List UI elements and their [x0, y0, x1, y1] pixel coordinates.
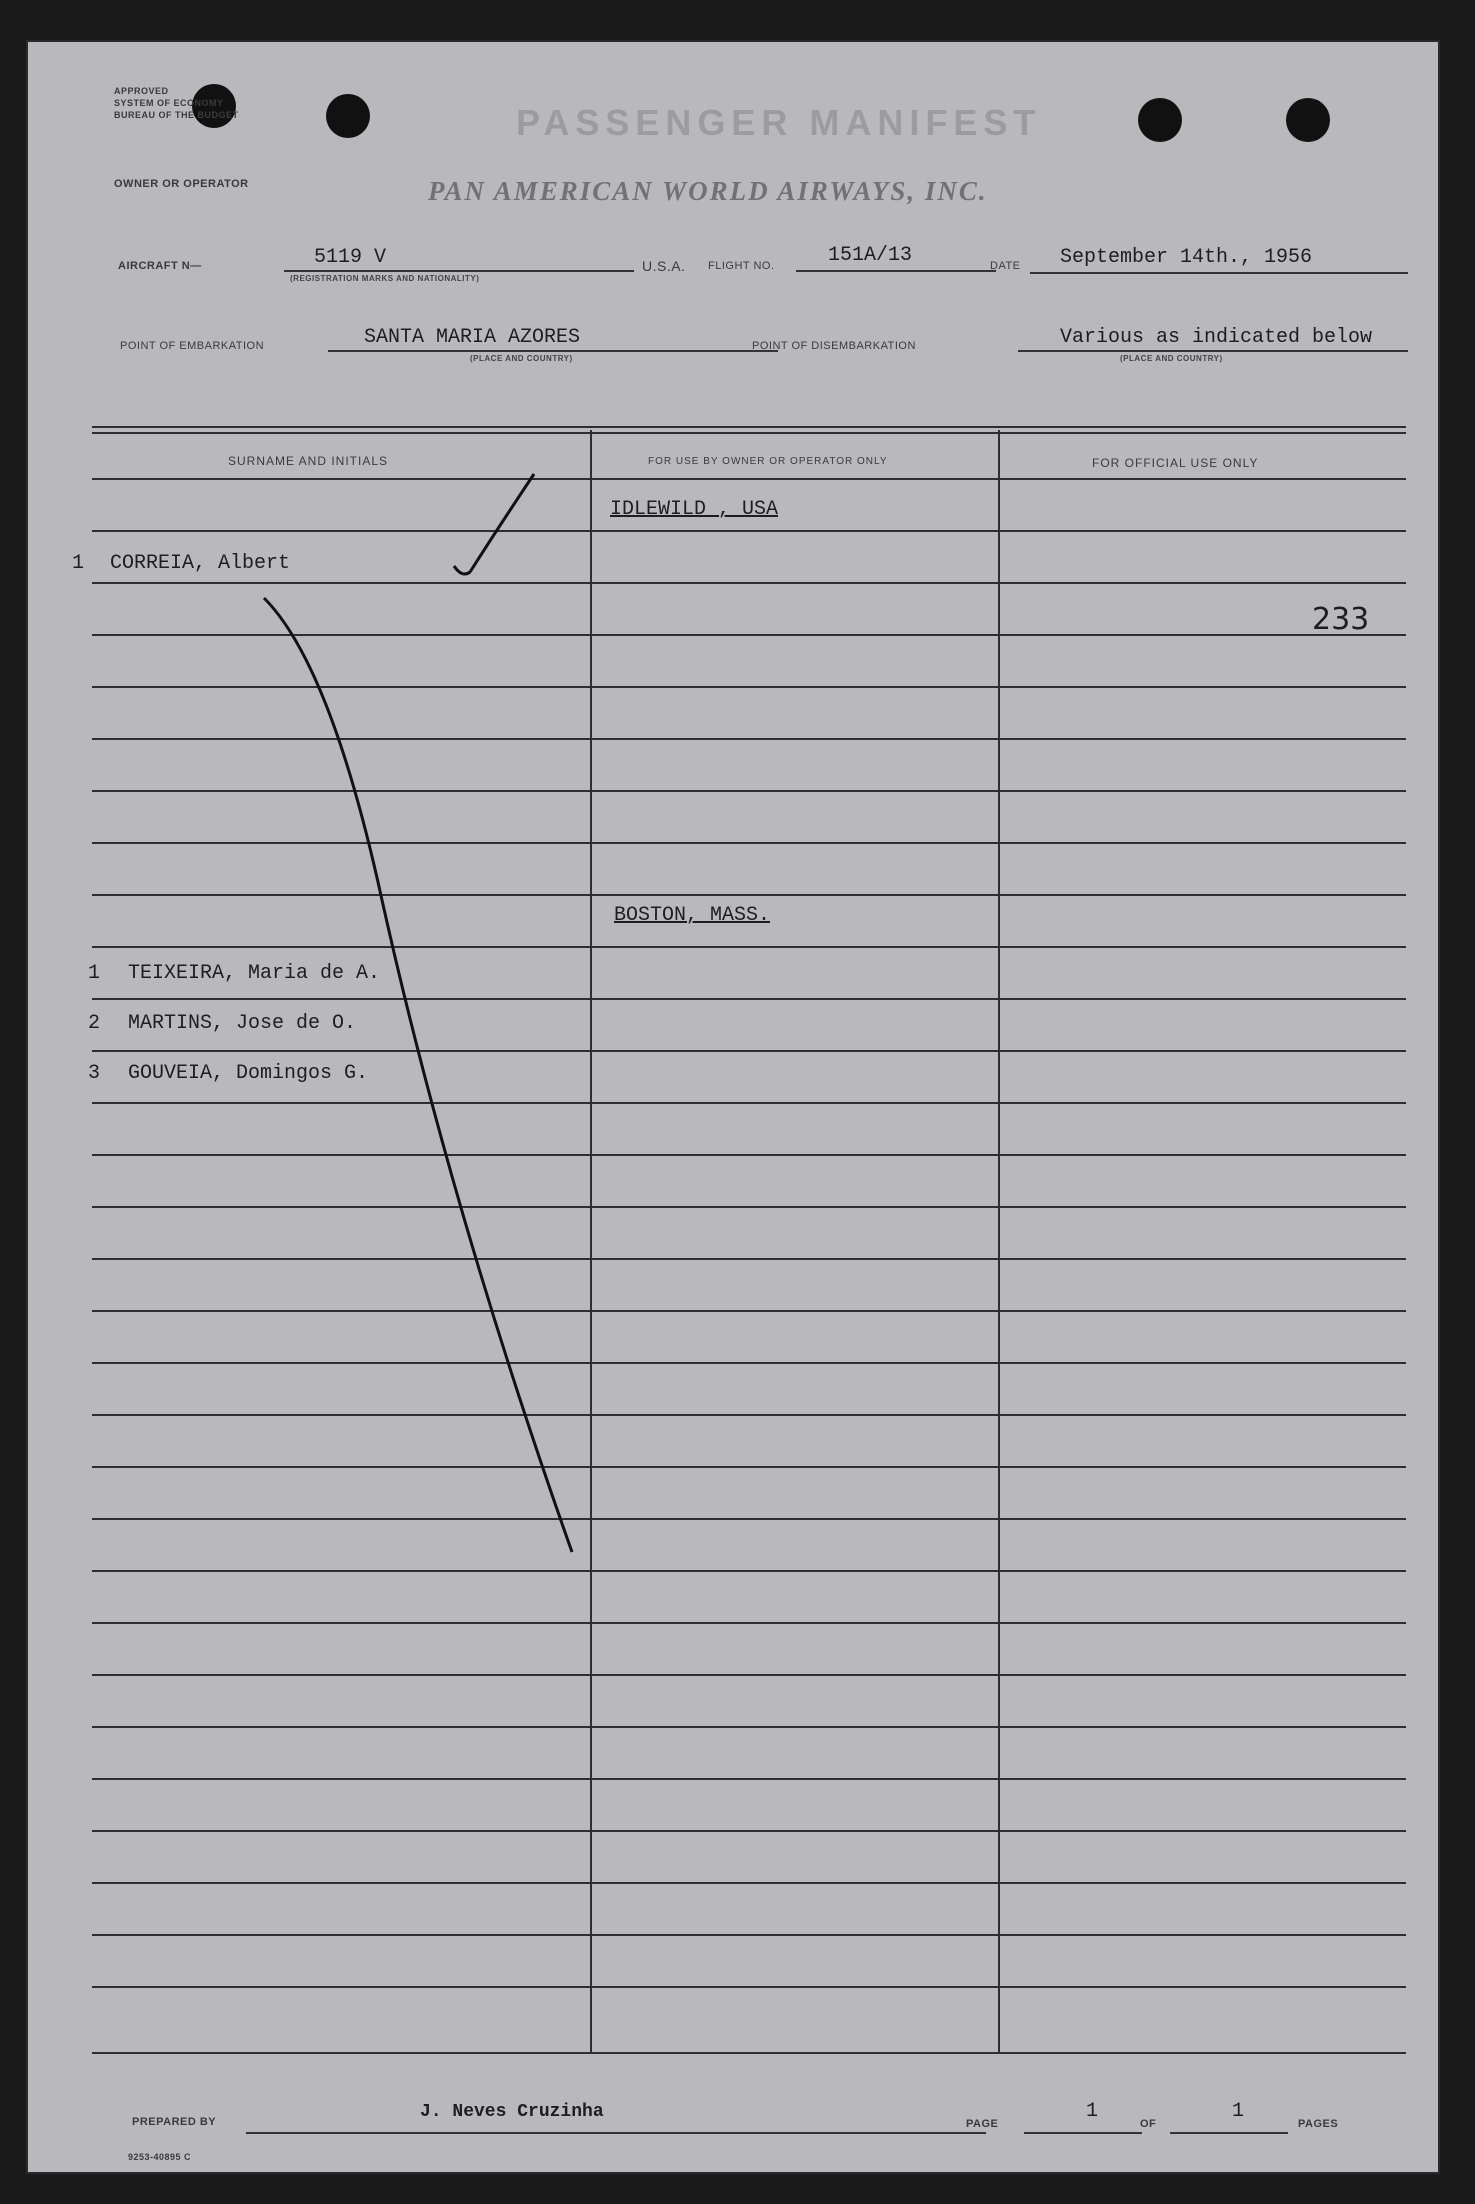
pen-marks [28, 42, 1438, 2172]
date-value: September 14th., 1956 [1060, 246, 1313, 269]
official-number: 233 [1312, 602, 1370, 637]
disembark-label: POINT OF DISEMBARKATION [752, 340, 916, 352]
pages-label: PAGES [1298, 2118, 1339, 2130]
flight-value: 151A/13 [828, 244, 913, 267]
passenger-number: 1 [72, 552, 85, 575]
page-total: 1 [1232, 2100, 1245, 2123]
page-number: 1 [1086, 2100, 1099, 2123]
owner-label: OWNER OR OPERATOR [114, 178, 249, 190]
passenger-name: GOUVEIA, Domingos G. [128, 1062, 369, 1085]
aircraft-sublabel: (REGISTRATION MARKS AND NATIONALITY) [290, 274, 480, 283]
passenger-number: 1 [88, 962, 101, 985]
column-surname: SURNAME AND INITIALS [228, 454, 389, 468]
column-owner-use: FOR USE BY OWNER OR OPERATOR ONLY [648, 456, 888, 467]
prepared-by: J. Neves Cruzinha [420, 2102, 604, 2122]
embark-value: SANTA MARIA AZORES [364, 326, 581, 349]
airline-name: PAN AMERICAN WORLD AIRWAYS, INC. [428, 176, 988, 206]
passenger-name: CORREIA, Albert [110, 552, 291, 575]
approval-line: APPROVED [114, 86, 169, 96]
approval-line: SYSTEM OF ECONOMY [114, 98, 224, 108]
form-number: 9253-40895 C [128, 2152, 192, 2162]
aircraft-label: AIRCRAFT N— [118, 260, 202, 272]
embark-label: POINT OF EMBARKATION [120, 340, 265, 352]
aircraft-value: 5119 V [314, 246, 387, 269]
manifest-sheet [26, 40, 1440, 2174]
approval-line: BUREAU OF THE BUDGET [114, 110, 239, 120]
passenger-number: 3 [88, 1062, 101, 1085]
passenger-number: 2 [88, 1012, 101, 1035]
punch-hole [1138, 98, 1182, 142]
destination-idlewild: IDLEWILD , USA [610, 498, 779, 521]
usa-label: U.S.A. [642, 258, 686, 274]
disembark-sublabel: (PLACE AND COUNTRY) [1120, 354, 1223, 363]
checkmark-icon [454, 474, 534, 574]
disembark-value: Various as indicated below [1060, 326, 1373, 349]
destination-boston: BOSTON, MASS. [614, 904, 771, 927]
of-label: OF [1140, 2118, 1157, 2130]
embark-sublabel: (PLACE AND COUNTRY) [470, 354, 573, 363]
prepared-label: PREPARED BY [132, 2116, 217, 2128]
column-official-use: FOR OFFICIAL USE ONLY [1092, 456, 1259, 470]
passenger-name: TEIXEIRA, Maria de A. [128, 962, 381, 985]
page-title: PASSENGER MANIFEST [516, 102, 1042, 143]
page-label: PAGE [966, 2118, 999, 2130]
date-label: DATE [990, 260, 1021, 272]
flight-label: FLIGHT NO. [708, 260, 775, 272]
passenger-name: MARTINS, Jose de O. [128, 1012, 357, 1035]
punch-hole [1286, 98, 1330, 142]
punch-hole [326, 94, 370, 138]
